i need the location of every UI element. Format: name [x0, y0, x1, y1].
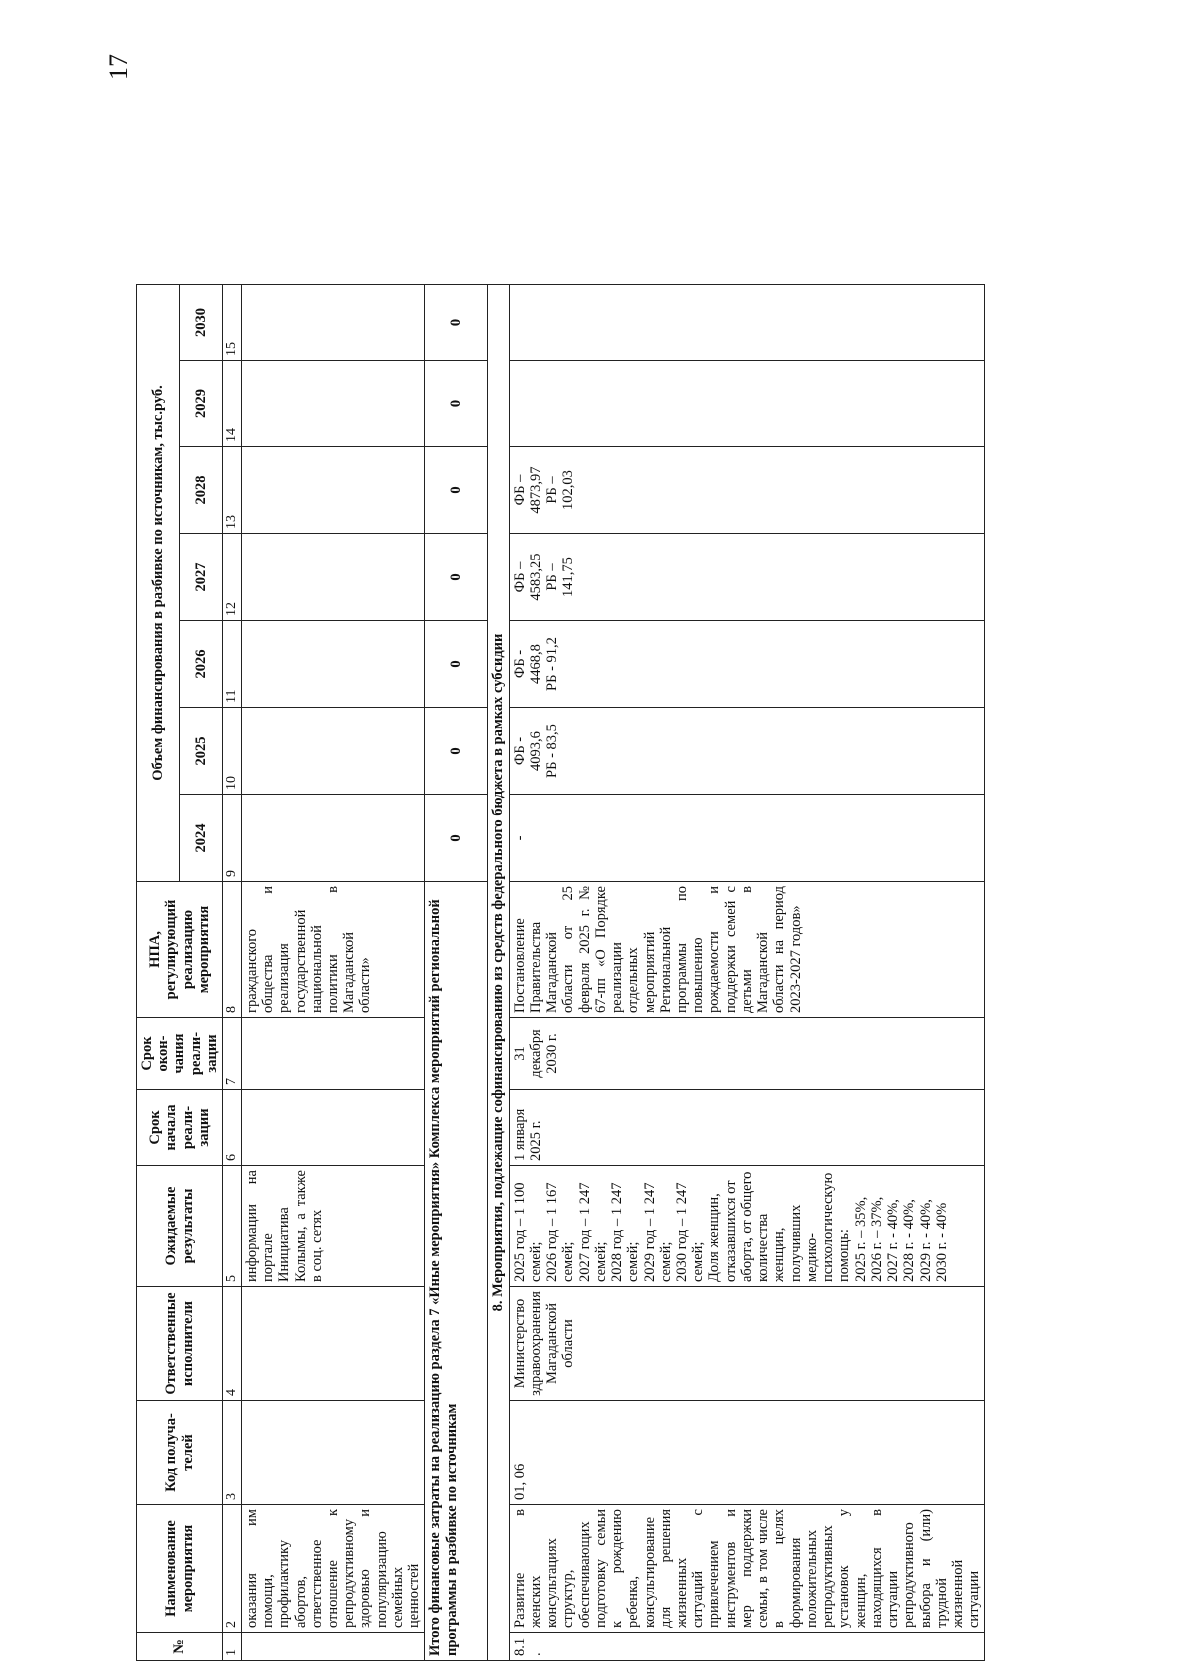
header-expected: Ожидаемые результаты	[137, 1166, 223, 1287]
funding-2025: ФБ - 4093,6 РБ - 83,5	[509, 708, 985, 795]
column-number: 9	[223, 795, 242, 882]
column-number: 14	[223, 361, 242, 447]
header-year-2030: 2030	[180, 284, 223, 360]
funding-2028: ФБ – 4873,97 РБ – 102,03	[509, 447, 985, 534]
column-number: 5	[223, 1166, 242, 1287]
column-number: 13	[223, 447, 242, 534]
total-value: 0	[425, 284, 488, 360]
header-year-2028: 2028	[180, 447, 223, 534]
column-number: 1	[223, 1633, 242, 1661]
total-value: 0	[425, 621, 488, 708]
column-number: 12	[223, 534, 242, 621]
continuation-npa: гражданского общества и реализация государственной национальной политики в Магаданской области»	[241, 882, 425, 1018]
column-number: 4	[223, 1287, 242, 1401]
header-end: Срок окон-чания реали-зации	[137, 1018, 223, 1090]
header-no: №	[137, 1633, 223, 1661]
section-title: 8. Мероприятия, подлежащие софинансированию из средств федерального бюджета в рамках субсидии	[488, 284, 509, 1660]
column-number: 11	[223, 621, 242, 708]
funding-2026: ФБ - 4468,8 РБ - 91,2	[509, 621, 985, 708]
responsible-executor: Министерство здравоохранения Магаданской области	[509, 1287, 985, 1401]
column-number: 10	[223, 708, 242, 795]
column-number: 6	[223, 1090, 242, 1166]
total-value: 0	[425, 795, 488, 882]
regulatory-act: Постановление Правительства Магаданской области от 25 февраля 2025 г. № 67-пп «О Порядке реализации отдельных мероприятий Региональной программы по повышению рождаемости и поддержки семей с детьми в Магаданской области на период 2023-2027 годов»	[509, 882, 985, 1018]
total-value: 0	[425, 534, 488, 621]
activities-table	[136, 28, 985, 1661]
total-value: 0	[425, 361, 488, 447]
activity-name: Развитие в женских консультациях структур, обеспечивающих подготовку семьи к рождению ребенка, консультирование для решения жизненных ситуаций с привлечением инструментов и мер поддержки семьи, в том числе в целях формирования положительных репродуктивных установок у женщин, находящихся в ситуации репродуктивного выбора и (или) трудной жизненной ситуации	[509, 1505, 985, 1633]
column-number: 8	[223, 882, 242, 1018]
column-number: 3	[223, 1401, 242, 1505]
continuation-expected: информации на портале Инициатива Колымы, а также в соц. сетях	[241, 1166, 425, 1287]
funding-2029	[509, 361, 985, 447]
header-year-2029: 2029	[180, 361, 223, 447]
header-year-2026: 2026	[180, 621, 223, 708]
start-date: 1 января 2025 г.	[509, 1090, 985, 1166]
recipient-code: 01, 06	[509, 1401, 985, 1505]
total-value: 0	[425, 708, 488, 795]
continuation-name: оказания им помощи, профилактику абортов, ответственное отношение к репродуктивному здоровью и популяризацию семейных ценностей	[241, 1505, 425, 1633]
header-responsible: Ответственные исполнители	[137, 1287, 223, 1401]
column-number: 2	[223, 1505, 242, 1633]
row-number: 8.1.	[509, 1633, 985, 1661]
header-code: Код получа-телей	[137, 1401, 223, 1505]
header-year-2025: 2025	[180, 708, 223, 795]
column-number: 7	[223, 1018, 242, 1090]
page-number: 17	[104, 54, 133, 80]
header-npa: НПА, регулирующий реализацию мероприятия	[137, 882, 223, 1018]
header-row-1	[137, 28, 180, 1661]
expected-results: 2025 год – 1 100 семей; 2026 год – 1 167 семей; 2027 год – 1 247 семей; 2028 год – 1 247 семей; 2029 год – 1 247 семей; 2030 год – 1 247 семей; Доля женщин, отказавшихся от аборта, от общего количества женщин, получивших медико-психологическую помощь: 2025 г. – 35%, 2026 г. – 37%, 2027 г. - 40%, 2028 г. - 40%, 2029 г. - 40%, 2030 г. - 40%	[509, 1166, 985, 1287]
total-label: Итого финансовые затраты на реализацию раздела 7 «Иные мероприятия» Комплекса мероприятий региональной программы в разбивке по источникам	[425, 882, 488, 1661]
total-value: 0	[425, 447, 488, 534]
header-start: Срок начала реали-зации	[137, 1090, 223, 1166]
header-year-2024: 2024	[180, 795, 223, 882]
funding-2027: ФБ – 4583,25 РБ – 141,75	[509, 534, 985, 621]
header-year-2027: 2027	[180, 534, 223, 621]
funding-2030	[509, 284, 985, 360]
funding-2024: -	[509, 795, 985, 882]
rotated-table-container	[136, 28, 1190, 1661]
end-date: 31 декабря 2030 г.	[509, 1018, 985, 1090]
header-funding-group: Объем финансирования в разбивке по источникам, тыс.руб.	[137, 284, 180, 881]
column-number: 15	[223, 284, 242, 360]
header-name: Наименование мероприятия	[137, 1505, 223, 1633]
